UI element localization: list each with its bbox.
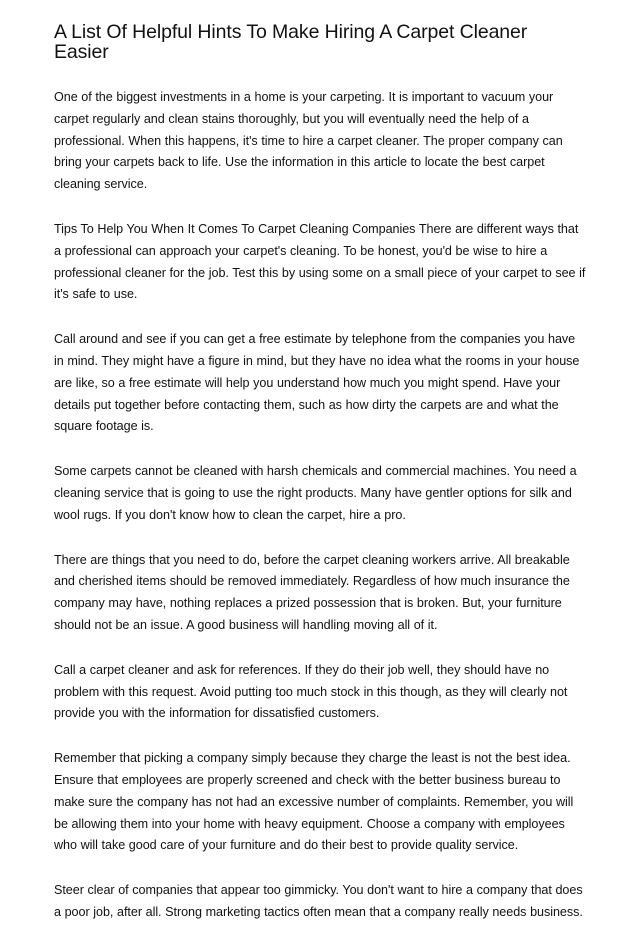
paragraph-2: Tips To Help You When It Comes To Carpet Cleaning Companies There are different ways that a professional can approach your carpet's cleaning. To be honest, you'd be wise to hire a professional cleaner for the job. Test this by using some on a small piece of your carpet to see if it's safe to use. — [54, 221, 586, 302]
page-title: A List Of Helpful Hints To Make Hiring A Carpet Cleaner Easier — [54, 21, 528, 63]
paragraph-8: Steer clear of companies that appear too gimmicky. You don't want to hire a company that does a poor job, after all. Strong marketing tactics often mean that a company really needs business. — [54, 883, 583, 919]
paragraph-1: One of the biggest investments in a home is your carpeting. It is important to vacuum your carpet regularly and clean stains thoroughly, but you will eventually need the help of a professional. When this happens, it's time to hire a carpet cleaner. The proper company can bring your carpets back to life. Use the information in this article to locate the best carpet cleaning service. — [54, 90, 563, 192]
paragraph-3: Call around and see if you can get a free estimate by telephone from the companies you have in mind. They might have a figure in mind, but they have no idea what the rooms in your house are like, so a free estimate will help you understand how much you might spend. Have your details put together before contacting them, such as how dirty the carpets are and what the square footage is. — [54, 332, 580, 434]
paragraph-4: Some carpets cannot be cleaned with harsh chemicals and commercial machines. You need a cleaning service that is going to use the right products. Many have gentler options for silk and wool rugs. If you don't know how to clean the carpet, hire a pro. — [54, 464, 577, 522]
paragraph-6: Call a carpet cleaner and ask for references. If they do their job well, they should have no problem with this request. Avoid putting too much stock in this though, as they will clearly not provide you with the information for dissatisfied customers. — [54, 662, 568, 721]
paragraph-7: Remember that picking a company simply because they charge the least is not the best idea. Ensure that employees are properly screened and check with the better business bureau to make sure the company has not had an excessive number of complaints. Remember, you will be allowing them into your home with heavy equipment. Choose a company with employees who will take good care of your furniture and do their best to provide quality service. — [54, 751, 574, 853]
document-page — [54, 22, 586, 947]
paragraph-5: There are things that you need to do, before the carpet cleaning workers arrive. All breakable and cherished items should be removed immediately. Regardless of how much insurance the company may have, nothing replaces a prized possession that is broken. But, your furniture should not be an issue. A good business will handling moving all of it. — [54, 552, 570, 632]
article-body — [54, 87, 586, 924]
